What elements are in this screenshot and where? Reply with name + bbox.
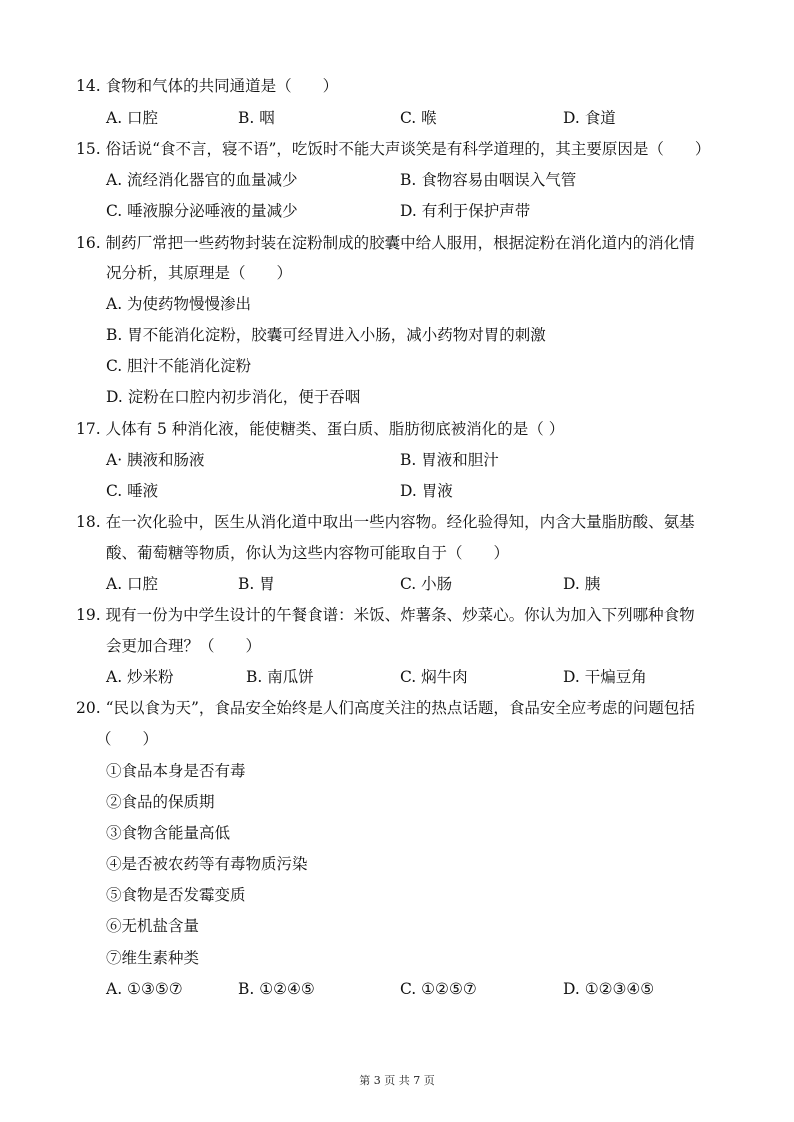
question-14-option-a: A. 口腔 bbox=[106, 109, 159, 127]
question-15-option-a: A. 流经消化器官的血量减少 bbox=[106, 171, 298, 189]
question-17-option-d: D. 胃液 bbox=[400, 482, 453, 500]
question-20-item-4: ④是否被农药等有毒物质污染 bbox=[106, 855, 308, 873]
question-14-option-d: D. 食道 bbox=[563, 109, 616, 127]
question-18-stem-continued: 酸、葡萄糖等物质，你认为这些内容物可能取自于（ ） bbox=[106, 544, 510, 562]
question-16-stem-continued: 况分析，其原理是（ ） bbox=[106, 264, 293, 282]
question-17-option-b: B. 胃液和胆汁 bbox=[400, 451, 499, 469]
question-20-item-1: ①食品本身是否有毒 bbox=[106, 762, 246, 780]
question-16-option-a: A. 为使药物慢慢渗出 bbox=[106, 295, 252, 313]
question-20-option-c: C. ①②⑤⑦ bbox=[400, 980, 477, 998]
question-20-item-2: ②食品的保质期 bbox=[106, 793, 215, 811]
page-footer: 第 3 页 共 7 页 bbox=[359, 1074, 435, 1087]
question-19-option-b: B. 南瓜饼 bbox=[246, 668, 314, 686]
question-16-option-d: D. 淀粉在口腔内初步消化，便于吞咽 bbox=[106, 388, 361, 406]
question-20-item-7: ⑦维生素种类 bbox=[106, 949, 200, 967]
question-19-stem-continued: 会更加合理？（ ） bbox=[106, 637, 262, 655]
question-19-stem: 19. 现有一份为中学生设计的午餐食谱：米饭、炸薯条、炒菜心。你认为加入下列哪种食物 bbox=[76, 606, 695, 624]
question-18-stem: 18. 在一次化验中，医生从消化道中取出一些内容物。经化验得知，内含大量脂肪酸、氨基 bbox=[76, 513, 695, 531]
question-14-stem: 14. 食物和气体的共同通道是（ ） bbox=[76, 77, 339, 95]
question-18-option-c: C. 小肠 bbox=[400, 575, 453, 593]
question-15-option-b: B. 食物容易由咽误入气管 bbox=[400, 171, 577, 189]
question-20-item-6: ⑥无机盐含量 bbox=[106, 917, 200, 935]
question-20-item-3: ③食物含能量高低 bbox=[106, 824, 231, 842]
question-14-option-c: C. 喉 bbox=[400, 109, 437, 127]
question-17-option-c: C. 唾液 bbox=[106, 482, 159, 500]
question-17-stem: 17. 人体有 5 种消化液，能使糖类、蛋白质、脂肪彻底被消化的是（ ） bbox=[76, 420, 565, 438]
question-16-option-b: B. 胃不能消化淀粉，胶囊可经胃进入小肠，减小药物对胃的刺激 bbox=[106, 326, 546, 344]
question-19-option-a: A. 炒米粉 bbox=[106, 668, 174, 686]
question-16-option-c: C. 胆汁不能消化淀粉 bbox=[106, 357, 252, 375]
question-19-option-c: C. 焖牛肉 bbox=[400, 668, 468, 686]
question-16-stem: 16. 制药厂常把一些药物封装在淀粉制成的胶囊中给人服用，根据淀粉在消化道内的消化情 bbox=[76, 234, 695, 252]
question-19-option-d: D. 干煸豆角 bbox=[563, 668, 647, 686]
question-20-option-d: D. ①②③④⑤ bbox=[563, 980, 655, 998]
question-20-stem: 20. “民以食为天”，食品安全始终是人们高度关注的热点话题，食品安全应考虑的问题包括 bbox=[76, 699, 695, 717]
question-14-option-b: B. 咽 bbox=[238, 109, 275, 127]
question-20-stem-continued: （ ） bbox=[96, 730, 159, 748]
question-17-option-a: A· 胰液和肠液 bbox=[106, 451, 205, 469]
question-20-option-a: A. ①③⑤⑦ bbox=[106, 980, 183, 998]
question-18-option-b: B. 胃 bbox=[238, 575, 275, 593]
question-18-option-a: A. 口腔 bbox=[106, 575, 159, 593]
question-20-item-5: ⑤食物是否发霉变质 bbox=[106, 886, 246, 904]
question-20-option-b: B. ①②④⑤ bbox=[238, 980, 315, 998]
question-15-option-c: C. 唾液腺分泌唾液的量减少 bbox=[106, 202, 298, 220]
question-15-option-d: D. 有利于保护声带 bbox=[400, 202, 531, 220]
question-15-stem: 15. 俗话说“食不言，寝不语”，吃饭时不能大声谈笑是有科学道理的，其主要原因是（ ） bbox=[76, 140, 711, 158]
question-18-option-d: D. 胰 bbox=[563, 575, 601, 593]
